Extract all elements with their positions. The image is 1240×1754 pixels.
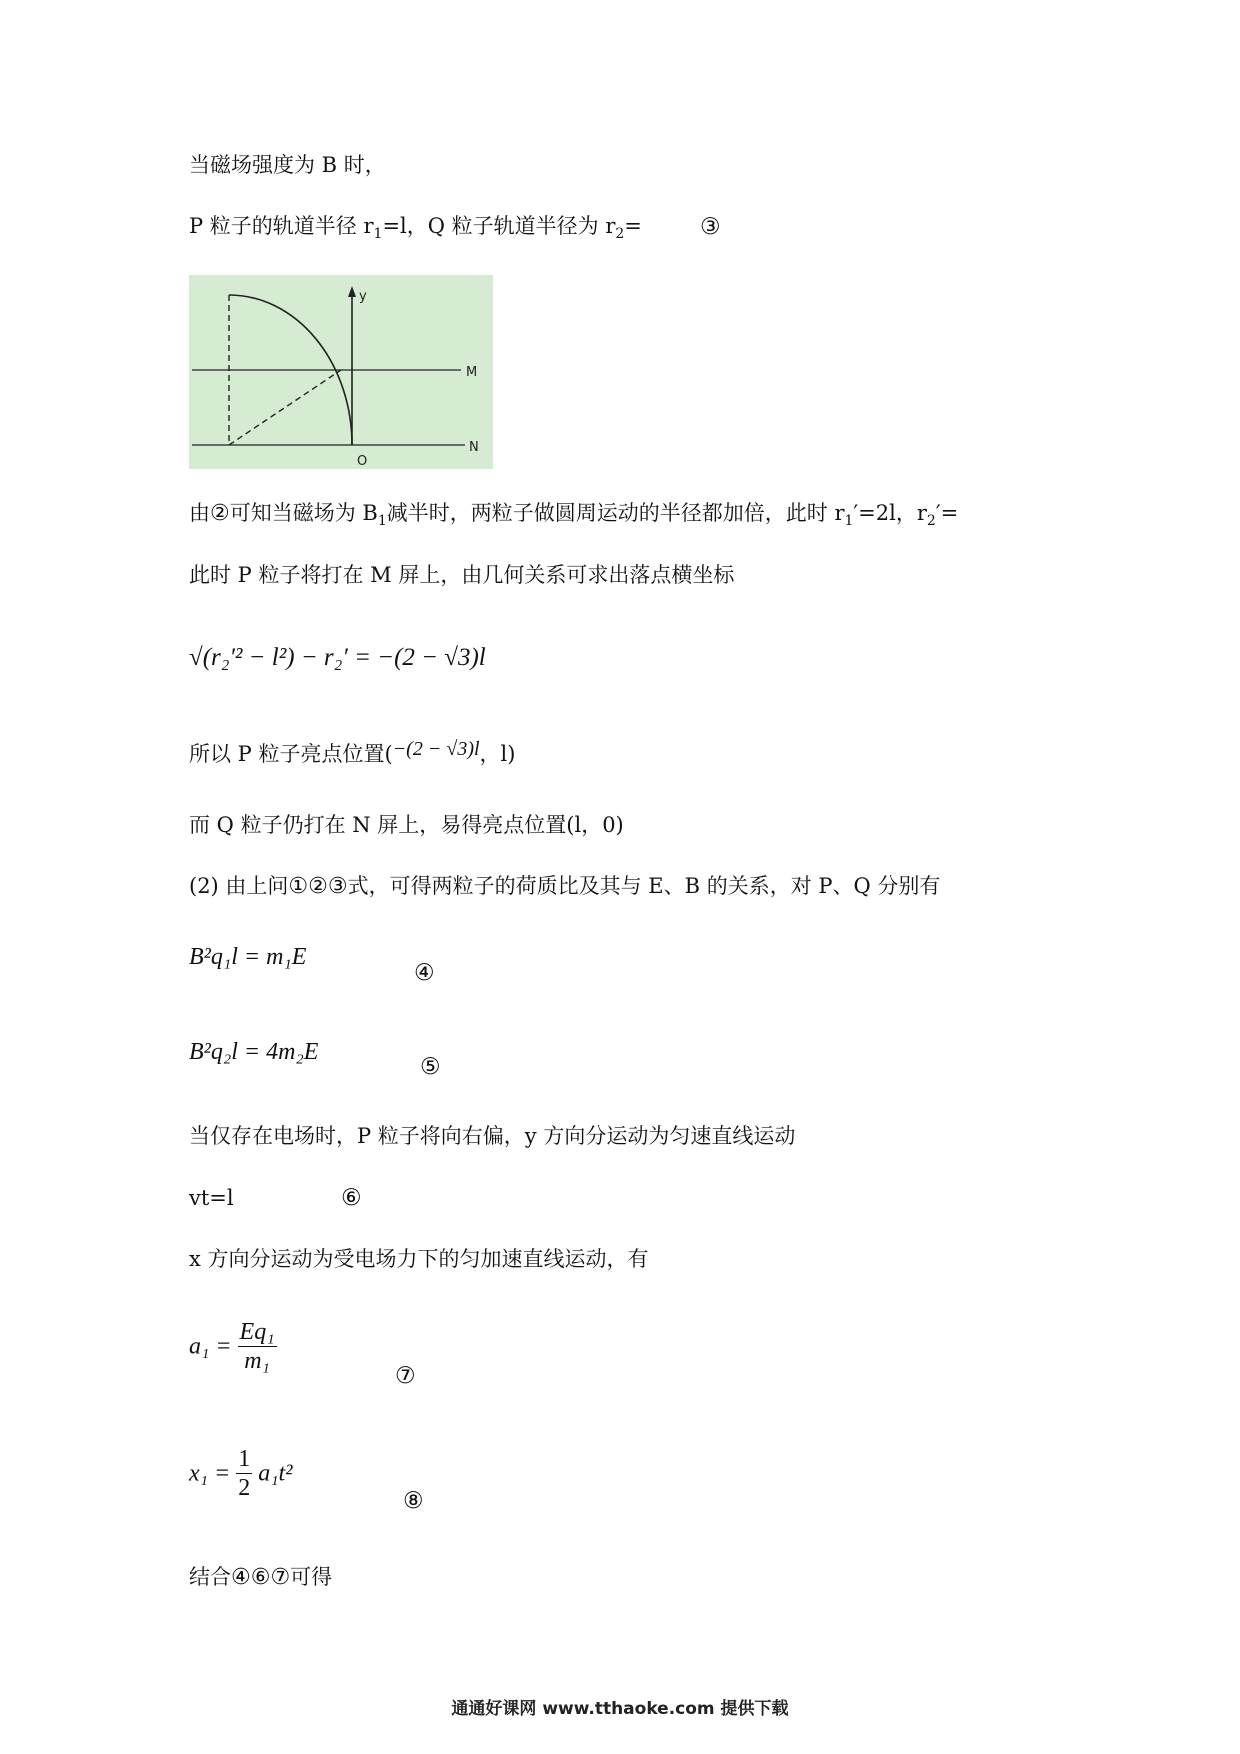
equation-marker-3: ③: [700, 214, 721, 240]
line2-sub2: 2: [615, 226, 625, 243]
eq8-rhs: a₁t²: [258, 1460, 293, 1487]
line11-end: 可得: [290, 1565, 333, 1589]
equation-landing-x: √(r₂′² − l²) − r₂′ = −(2 − √3)l: [189, 644, 486, 671]
equation-5: B²q₂l = 4m₂E: [189, 1039, 319, 1065]
line11-pre: 结合: [189, 1565, 231, 1589]
line7-circles: ①②③: [288, 874, 348, 899]
line7-end: 式，可得两粒子的荷质比及其与 E、B 的关系，对 P、Q 分别有: [347, 874, 941, 898]
line3-sub2: 1: [844, 513, 854, 530]
line3-mid2: 减半时，两粒子做圆周运动的半径都加倍，此时 r: [386, 501, 845, 525]
eq8-numerator: 1: [238, 1446, 251, 1472]
text-line-9: vt=l: [189, 1186, 234, 1210]
y-label: y: [359, 289, 367, 304]
eq7-denominator: m₁: [244, 1348, 270, 1374]
circled-2: ②: [210, 501, 230, 526]
text-line-3: [189, 499, 958, 535]
equation-marker-4: ④: [414, 960, 435, 986]
text-line-4: 此时 P 粒子将打在 M 屏上，由几何关系可求出落点横坐标: [189, 563, 735, 587]
trajectory-figure: [189, 275, 493, 469]
equation-marker-7: ⑦: [395, 1363, 416, 1389]
line2-mid: =l，Q 粒子轨道半径为 r: [382, 214, 616, 238]
line5-end: ，l): [479, 742, 516, 766]
eq8-denominator: 2: [238, 1475, 251, 1501]
line2-end: =: [624, 214, 642, 238]
n-label: N: [469, 440, 479, 455]
equation-7: [189, 1318, 277, 1375]
equation-marker-6: ⑥: [341, 1185, 362, 1211]
line3-mid3: ′=2l，r: [853, 501, 927, 525]
line3-end: ′=: [935, 501, 959, 525]
line3-sub3: 2: [926, 513, 936, 530]
line2-pre: P 粒子的轨道半径 r: [189, 214, 374, 238]
text-line-11: [189, 1563, 332, 1592]
o-label: O: [357, 454, 368, 469]
text-line-2: [189, 212, 642, 248]
eq7-fraction: [238, 1318, 277, 1375]
line7-pre: (2) 由上问: [189, 874, 289, 898]
equation-4: B²q₁l = m₁E: [189, 944, 307, 970]
eq7-numerator: Eq₁: [239, 1319, 275, 1345]
eq8-lhs: x₁ =: [189, 1460, 231, 1487]
eq7-lhs: a₁ =: [189, 1333, 232, 1360]
equation-marker-8: ⑧: [403, 1488, 424, 1514]
text-line-5: [189, 740, 515, 769]
y-axis-arrow: [348, 286, 356, 297]
text-line-8: 当仅存在电场时，P 粒子将向右偏，y 方向分运动为匀速直线运动: [189, 1124, 796, 1148]
line3-mid: 可知当磁场为 B: [229, 501, 378, 525]
line5-pre: 所以 P 粒子亮点位置(: [189, 742, 393, 766]
m-label: M: [466, 365, 478, 380]
equation-8: [189, 1445, 292, 1502]
eq8-fraction: [236, 1445, 252, 1502]
line3-sub: 1: [377, 513, 387, 530]
line5-math: −(2 − √3)l: [392, 738, 480, 760]
figure-svg: [189, 275, 493, 469]
text-line-1: 当磁场强度为 B 时，: [189, 153, 386, 177]
dashed-radius-diagonal: [229, 370, 341, 445]
line2-sub1: 1: [373, 226, 383, 243]
line11-circles: ④⑥⑦: [231, 1565, 291, 1590]
page-footer: 通通好课网 www.tthaoke.com 提供下载: [451, 1699, 789, 1719]
equation-marker-5: ⑤: [420, 1054, 441, 1080]
line3-pre: 由: [189, 501, 210, 525]
text-line-10: x 方向分运动为受电场力下的匀加速直线运动，有: [189, 1247, 649, 1271]
text-line-6: 而 Q 粒子仍打在 N 屏上，易得亮点位置(l，0): [189, 813, 624, 837]
text-line-7: [189, 872, 940, 901]
